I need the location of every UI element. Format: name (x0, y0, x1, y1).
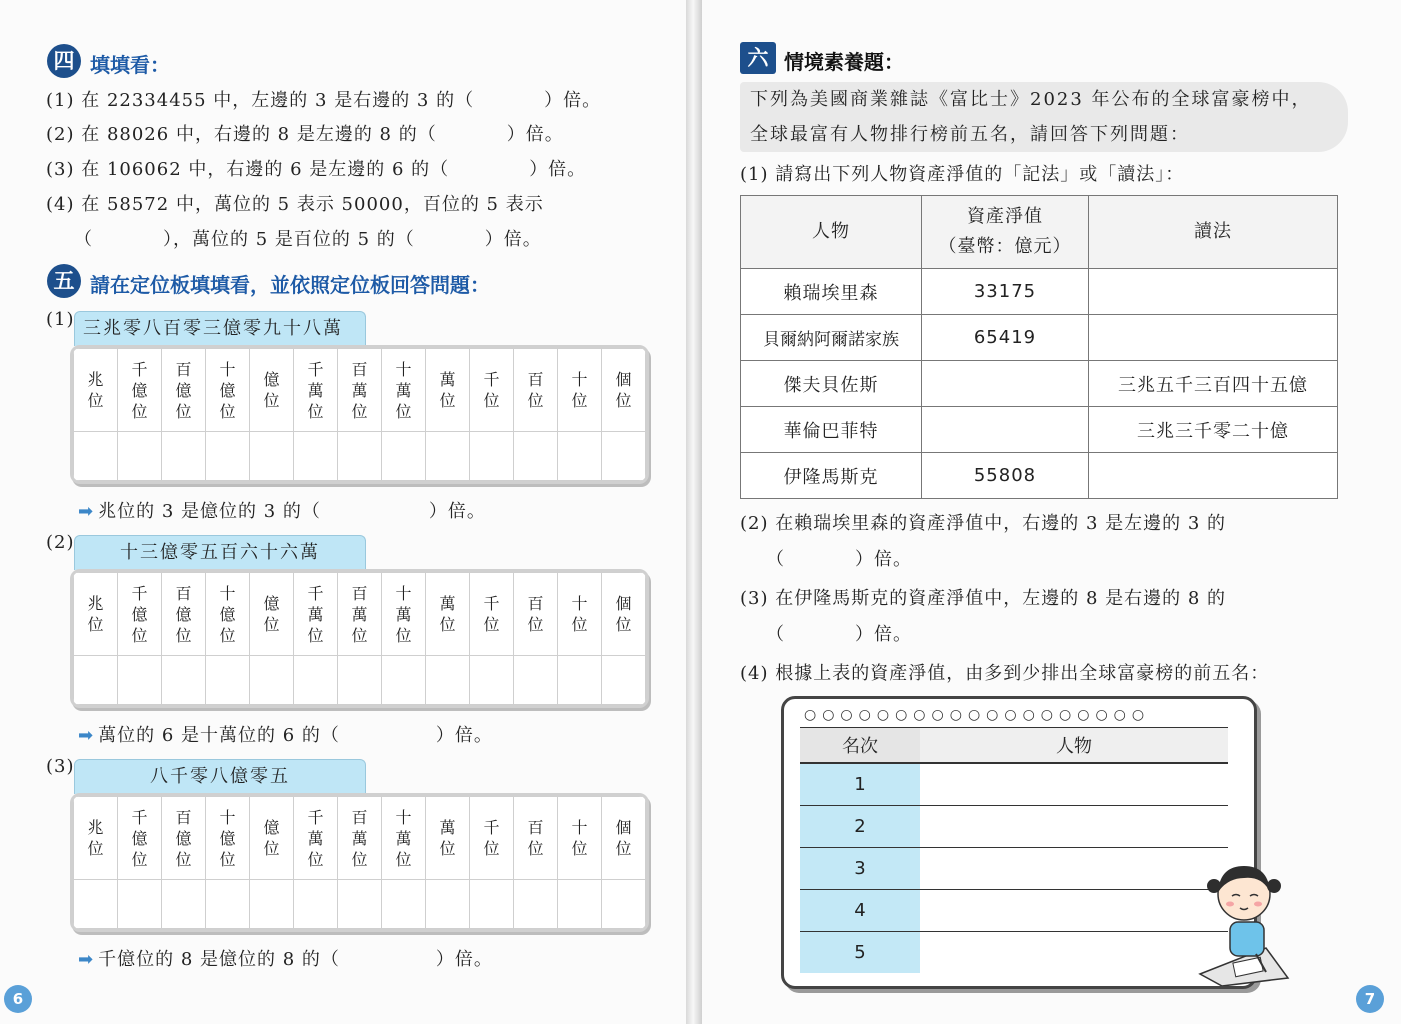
table-row (741, 361, 1338, 407)
place-value-header: 萬 位 (426, 797, 470, 880)
question-2-line2: （ ）倍。 (766, 549, 912, 570)
place-value-cell[interactable] (338, 880, 382, 929)
place-value-header: 萬 位 (426, 349, 470, 432)
place-value-header: 百 億 位 (162, 573, 206, 656)
place-value-header: 個 位 (602, 349, 646, 432)
page-number-6: 6 (4, 985, 32, 1013)
person-header: 人物 (920, 728, 1228, 764)
place-value-header: 個 位 (602, 573, 646, 656)
question-4: (4) 根據上表的資產淨值，由多到少排出全球富豪榜的前五名： (740, 663, 1270, 684)
place-value-cell[interactable] (426, 880, 470, 929)
rank-number: 3 (800, 848, 920, 890)
table-row (800, 890, 1228, 932)
place-value-cell[interactable] (250, 880, 294, 929)
table-row (741, 269, 1338, 315)
s4-item-2: (2) 在 88026 中，右邊的 8 是左邊的 8 的（ ）倍。 (46, 124, 564, 145)
cell-value: 55808 (922, 453, 1089, 499)
place-value-cell[interactable] (74, 656, 118, 705)
scenario-intro: 下列為美國商業雜誌《富比士》2023 年公布的全球富豪榜中， 全球最富有人物排行榜前五名，請回答下列問題： (740, 82, 1348, 152)
place-value-header: 百 億 位 (162, 797, 206, 880)
header-person: 人物 (741, 196, 922, 269)
place-value-cell[interactable] (470, 880, 514, 929)
place-value-header: 千 億 位 (118, 349, 162, 432)
place-value-header: 千 位 (470, 573, 514, 656)
place-value-cell[interactable] (250, 656, 294, 705)
ranking-notebook (781, 696, 1257, 989)
place-value-cell[interactable] (382, 880, 426, 929)
place-value-header: 十 萬 位 (382, 349, 426, 432)
board-1-label: 三兆零八百零三億零九十八萬 (74, 311, 366, 346)
place-value-cell[interactable] (294, 432, 338, 481)
place-value-cell[interactable] (602, 880, 646, 929)
place-value-cell[interactable] (426, 656, 470, 705)
notebook-rings-icon: ○○○○○○○○○○○○○○○○○○○ (804, 707, 1151, 723)
place-value-cell[interactable] (470, 656, 514, 705)
place-value-header: 千 億 位 (118, 797, 162, 880)
question-3-line1: (3) 在伊隆馬斯克的資產淨值中，左邊的 8 是右邊的 8 的 (740, 588, 1227, 609)
table-row (741, 315, 1338, 361)
cell-value (922, 361, 1089, 407)
board-3-number: (3) (46, 756, 75, 777)
table-row (741, 453, 1338, 499)
board-1-question: ➡ 兆位的 3 是億位的 3 的（ ）倍。 (78, 501, 486, 522)
ranking-table (800, 727, 1228, 973)
place-value-cell[interactable] (426, 432, 470, 481)
cell-person: 傑夫貝佐斯 (741, 361, 922, 407)
place-value-header: 億 位 (250, 573, 294, 656)
place-value-header: 千 億 位 (118, 573, 162, 656)
place-value-header: 個 位 (602, 797, 646, 880)
s4-item-3: (3) 在 106062 中，右邊的 6 是左邊的 6 的（ ）倍。 (46, 159, 587, 180)
place-value-cell[interactable] (162, 432, 206, 481)
place-value-cell[interactable] (250, 432, 294, 481)
place-value-cell[interactable] (162, 880, 206, 929)
place-value-cell[interactable] (382, 432, 426, 481)
s4-item-1: (1) 在 22334455 中，左邊的 3 是右邊的 3 的（ ）倍。 (46, 90, 602, 111)
cell-person: 華倫巴菲特 (741, 407, 922, 453)
place-value-header: 百 萬 位 (338, 797, 382, 880)
section-title-6: 情境素養題： (784, 50, 904, 74)
section-badge-5: 五 (47, 264, 81, 298)
rank-number: 2 (800, 806, 920, 848)
book-gutter (686, 0, 702, 1024)
place-value-header: 百 萬 位 (338, 349, 382, 432)
board-1-number: (1) (46, 309, 75, 330)
cell-reading: 三兆五千三百四十五億 (1089, 361, 1338, 407)
board-3-label: 八千零八億零五 (74, 759, 366, 794)
place-value-cell[interactable] (382, 656, 426, 705)
place-value-header: 十 億 位 (206, 349, 250, 432)
table-row (800, 932, 1228, 974)
place-value-cell[interactable] (558, 880, 602, 929)
place-value-cell[interactable] (558, 656, 602, 705)
board-2-number: (2) (46, 532, 75, 553)
arrow-right-icon: ➡ (78, 501, 95, 522)
question-2-line1: (2) 在賴瑞埃里森的資產淨值中，右邊的 3 是左邊的 3 的 (740, 513, 1227, 534)
place-value-cell[interactable] (118, 656, 162, 705)
place-value-header: 兆 位 (74, 797, 118, 880)
rank-number: 1 (800, 763, 920, 806)
question-1: (1) 請寫出下列人物資產淨值的「記法」或「讀法」： (740, 164, 1185, 185)
place-value-board-3 (70, 793, 649, 932)
place-value-header: 十 位 (558, 797, 602, 880)
table-row (800, 806, 1228, 848)
place-value-header: 兆 位 (74, 573, 118, 656)
place-value-header: 十 億 位 (206, 797, 250, 880)
place-value-header: 千 萬 位 (294, 349, 338, 432)
place-value-cell[interactable] (514, 656, 558, 705)
place-value-header: 千 位 (470, 797, 514, 880)
place-value-header: 兆 位 (74, 349, 118, 432)
cell-reading (1089, 315, 1338, 361)
place-value-cell[interactable] (74, 432, 118, 481)
section-title-4: 填填看： (90, 53, 170, 77)
rank-number: 5 (800, 932, 920, 974)
place-value-header: 億 位 (250, 797, 294, 880)
place-value-header: 千 萬 位 (294, 797, 338, 880)
section-badge-6: 六 (740, 42, 776, 74)
cell-person: 賴瑞埃里森 (741, 269, 922, 315)
place-value-cell[interactable] (514, 432, 558, 481)
section-badge-4: 四 (47, 44, 81, 78)
header-asset: 資產淨值 （臺幣：億元） (922, 196, 1089, 269)
place-value-header: 十 萬 位 (382, 797, 426, 880)
board-2-question: ➡ 萬位的 6 是十萬位的 6 的（ ）倍。 (78, 725, 493, 746)
cell-person: 伊隆馬斯克 (741, 453, 922, 499)
place-value-cell[interactable] (206, 880, 250, 929)
board-2-label: 十三億零五百六十六萬 (74, 535, 366, 570)
place-value-header: 十 位 (558, 573, 602, 656)
cell-reading: 三兆三千零二十億 (1089, 407, 1338, 453)
place-value-table (73, 572, 646, 705)
place-value-cell[interactable] (602, 656, 646, 705)
place-value-cell[interactable] (514, 880, 558, 929)
place-value-cell[interactable] (206, 432, 250, 481)
girl-writing-illustration (1196, 856, 1292, 986)
place-value-cell[interactable] (558, 432, 602, 481)
place-value-cell[interactable] (294, 656, 338, 705)
wealth-table (740, 195, 1338, 499)
place-value-header: 百 萬 位 (338, 573, 382, 656)
place-value-header: 十 萬 位 (382, 573, 426, 656)
place-value-cell[interactable] (338, 656, 382, 705)
place-value-board-1 (70, 345, 649, 484)
place-value-header: 十 億 位 (206, 573, 250, 656)
question-3-line2: （ ）倍。 (766, 624, 912, 645)
place-value-cell[interactable] (118, 432, 162, 481)
table-row (741, 407, 1338, 453)
cell-value: 65419 (922, 315, 1089, 361)
place-value-cell[interactable] (162, 656, 206, 705)
s4-item-4: (4) 在 58572 中，萬位的 5 表示 50000，百位的 5 表示 (46, 194, 544, 215)
place-value-cell[interactable] (206, 656, 250, 705)
cell-reading (1089, 269, 1338, 315)
place-value-header: 億 位 (250, 349, 294, 432)
s4-item-4-line2: （ ），萬位的 5 是百位的 5 的（ ）倍。 (74, 229, 542, 250)
place-value-board-2 (70, 569, 649, 708)
place-value-header: 百 位 (514, 349, 558, 432)
place-value-table (73, 796, 646, 929)
place-value-header: 百 位 (514, 573, 558, 656)
place-value-header: 百 位 (514, 797, 558, 880)
place-value-header: 百 億 位 (162, 349, 206, 432)
page-number-7: 7 (1356, 985, 1384, 1013)
arrow-right-icon: ➡ (78, 725, 95, 746)
cell-value: 33175 (922, 269, 1089, 315)
place-value-cell[interactable] (118, 880, 162, 929)
place-value-header: 千 萬 位 (294, 573, 338, 656)
place-value-cell[interactable] (294, 880, 338, 929)
table-row (800, 848, 1228, 890)
header-reading: 讀法 (1089, 196, 1338, 269)
arrow-right-icon: ➡ (78, 949, 95, 970)
table-row (800, 763, 1228, 806)
place-value-cell[interactable] (470, 432, 514, 481)
board-3-question: ➡ 千億位的 8 是億位的 8 的（ ）倍。 (78, 949, 493, 970)
place-value-cell[interactable] (338, 432, 382, 481)
cell-person: 貝爾納阿爾諾家族 (741, 315, 922, 361)
section-title-5: 請在定位板填填看，並依照定位板回答問題： (90, 273, 490, 297)
place-value-header: 十 位 (558, 349, 602, 432)
place-value-cell[interactable] (74, 880, 118, 929)
rank-header: 名次 (800, 728, 920, 764)
place-value-header: 萬 位 (426, 573, 470, 656)
place-value-table (73, 348, 646, 481)
cell-reading (1089, 453, 1338, 499)
place-value-cell[interactable] (602, 432, 646, 481)
cell-value (922, 407, 1089, 453)
place-value-header: 千 位 (470, 349, 514, 432)
rank-number: 4 (800, 890, 920, 932)
